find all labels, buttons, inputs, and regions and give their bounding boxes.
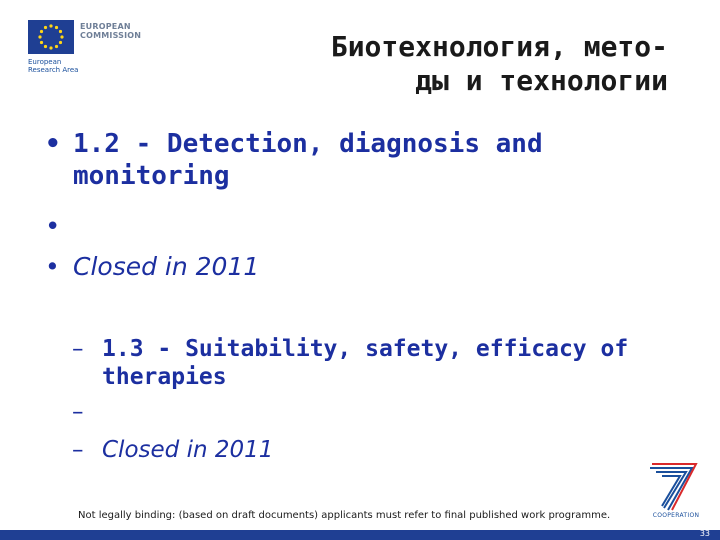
sub-bullet-text: Closed in 2011 xyxy=(102,437,274,463)
slide-title xyxy=(188,30,668,98)
title-line-1: Биотехнология, мето- xyxy=(330,30,668,63)
title-line-2: ды и технологии xyxy=(415,64,668,97)
bullet-marker: • xyxy=(45,252,60,281)
sub-bullet-item xyxy=(72,436,672,464)
sub-bullet-marker: – xyxy=(72,399,84,425)
sub-bullet-text-line-2: therapies xyxy=(102,364,227,390)
logo-line-1: EUROPEAN xyxy=(80,22,131,31)
bullet-text-line-1: 1.2 - Detection, diagnosis and xyxy=(73,129,543,159)
bullet-marker: • xyxy=(45,212,61,242)
sub-bullet-text-line-1: 1.3 - Suitability, safety, efficacy of xyxy=(102,336,629,362)
bullet-item xyxy=(45,251,685,283)
logo-sub-line-2: Research Area xyxy=(28,66,79,74)
fp7-logo-label: COOPERATION xyxy=(652,512,700,519)
eu-flag-icon xyxy=(28,20,74,54)
disclaimer-text: Not legally binding: (based on draft documents) applicants must refer to final published work programme. xyxy=(78,510,611,521)
sub-bullet-marker: – xyxy=(72,336,84,362)
bullet-marker: • xyxy=(45,129,61,159)
bullet-item xyxy=(45,128,685,192)
bullet-text: Closed in 2011 xyxy=(73,252,260,281)
european-commission-logo xyxy=(28,20,168,80)
sub-bullet-marker: – xyxy=(72,437,84,463)
logo-subtext xyxy=(28,58,118,74)
logo-line-2: COMMISSION xyxy=(80,31,142,40)
logo-sub-line-1: European xyxy=(28,58,62,66)
footer-bar xyxy=(0,530,720,540)
page-number: 33 xyxy=(699,529,710,538)
logo-text xyxy=(80,22,170,40)
bullet-text-line-2: monitoring xyxy=(73,161,230,191)
sub-bullet-item xyxy=(72,335,672,391)
sub-bullet-text xyxy=(102,335,672,391)
bullet-text xyxy=(73,128,685,192)
